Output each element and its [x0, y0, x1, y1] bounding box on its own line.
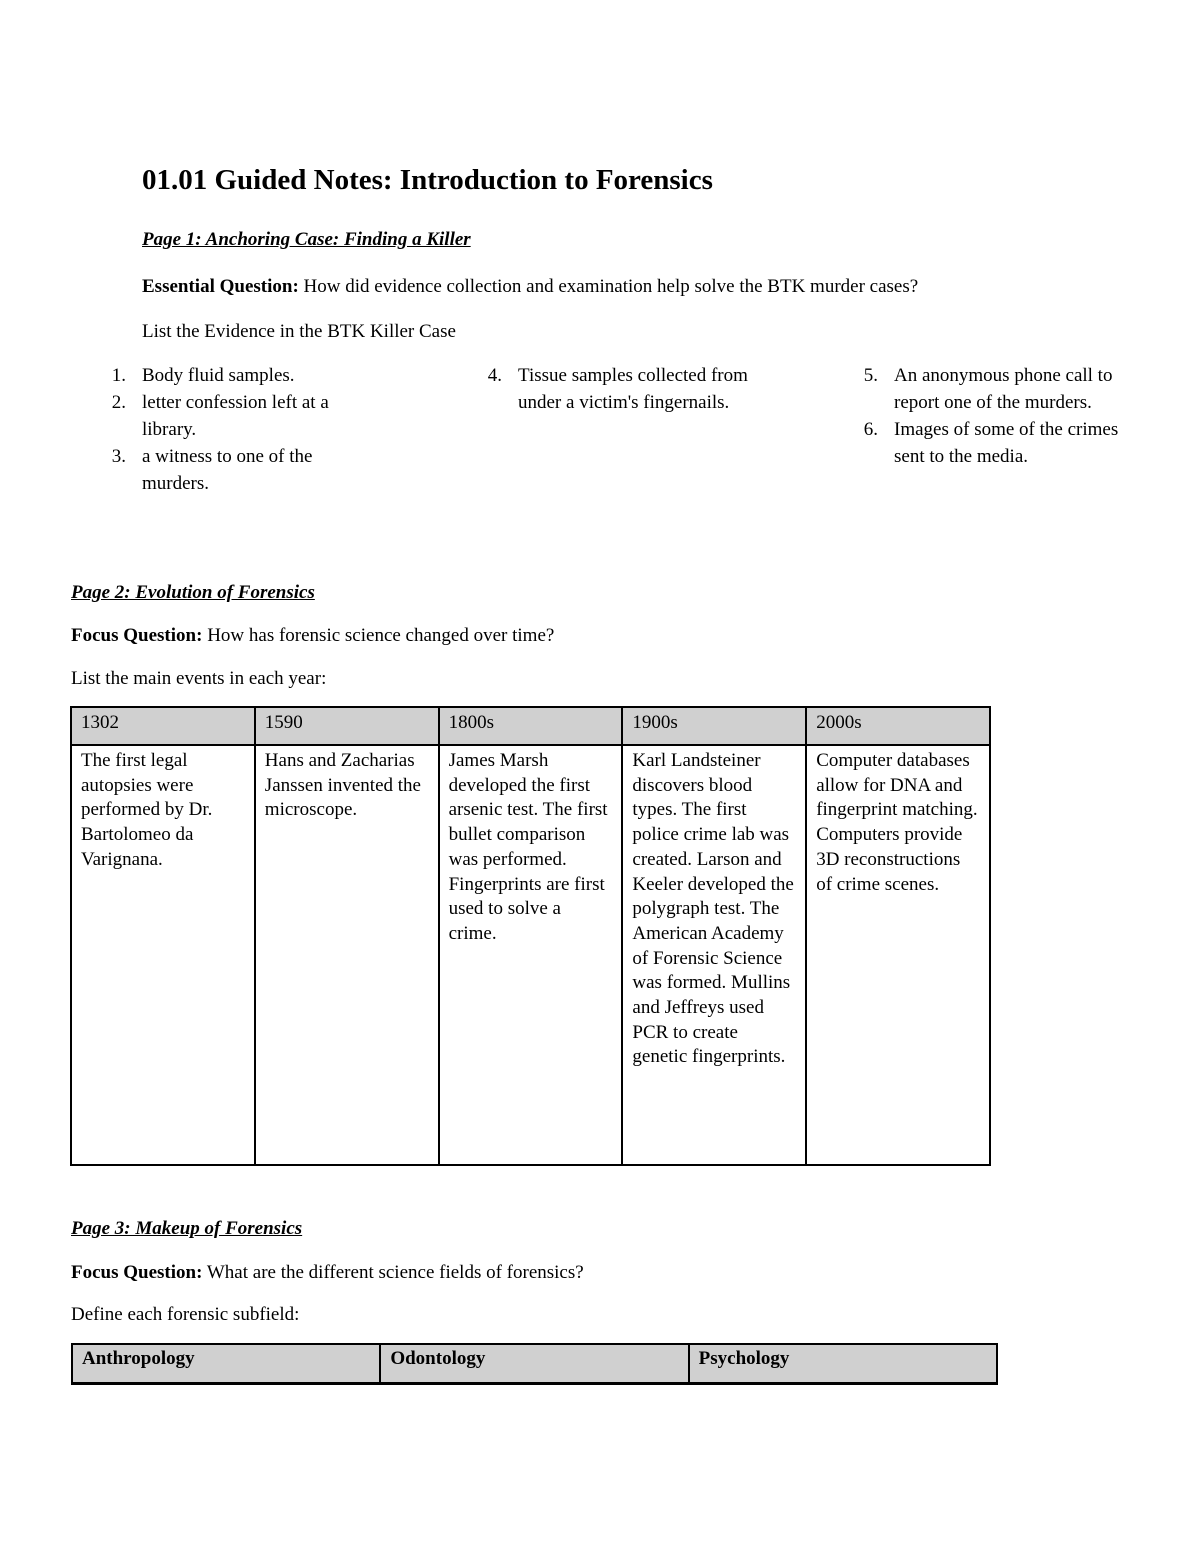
subfield-prompt: Define each forensic subfield: [71, 1304, 300, 1325]
timeline-header-cell: 1302 [71, 707, 255, 745]
timeline-event-cell: Computer databases allow for DNA and fingerprint matching. Computers provide 3D reconstructions of crime scenes. [806, 745, 990, 1165]
page1-heading: Page 1: Anchoring Case: Finding a Killer [142, 229, 471, 250]
subfield-table [71, 1343, 998, 1385]
document-title: 01.01 Guided Notes: Introduction to Forensics [142, 164, 713, 196]
subfield-header-row [72, 1344, 997, 1383]
table-row [71, 745, 990, 1165]
timeline-event-cell: James Marsh developed the first arsenic test. The first bullet comparison was performed. Fingerprints are first used to solve a crime. [439, 745, 623, 1165]
focus-question-evolution [71, 625, 554, 647]
timeline-header-cell: 1800s [439, 707, 623, 745]
timeline-prompt: List the main events in each year: [71, 668, 327, 689]
focus-question-text: What are the different science fields of forensics? [206, 1262, 584, 1283]
timeline-event-cell: Karl Landsteiner discovers blood types. The first police crime lab was created. Larson and Keeler developed the polygraph test. The American Academy of Forensic Science was formed. Mullins and Jeffreys used PCR to create genetic fingerprints. [622, 745, 806, 1165]
list-item [104, 443, 366, 497]
evidence-list-column-2 [480, 362, 748, 416]
timeline-event-cell: The first legal autopsies were performed by Dr. Bartolomeo da Varignana. [71, 745, 255, 1165]
timeline-header-row [71, 707, 990, 745]
timeline-table [70, 706, 991, 1166]
timeline-header-cell: 1590 [255, 707, 439, 745]
focus-question-label: Focus Question: [71, 1262, 203, 1283]
list-item-text: letter confession left at a library. [142, 392, 329, 440]
list-number: 2. [111, 392, 126, 413]
list-item-text: An anonymous phone call to report one of the murders. [894, 365, 1113, 413]
focus-question-text: How has forensic science changed over time? [207, 625, 555, 646]
evidence-list-column-1 [104, 362, 366, 497]
focus-question-makeup [71, 1262, 584, 1284]
list-item-text: Tissue samples collected from under a victim's fingernails. [518, 365, 748, 413]
list-item [104, 362, 366, 389]
evidence-prompt: List the Evidence in the BTK Killer Case [142, 321, 456, 342]
subfield-header-cell: Psychology [689, 1344, 997, 1383]
list-item [104, 389, 366, 443]
timeline-header-cell: 1900s [622, 707, 806, 745]
subfield-header-cell: Odontology [380, 1344, 688, 1383]
page3-heading: Page 3: Makeup of Forensics [71, 1218, 303, 1239]
essential-question [142, 276, 918, 298]
list-number: 4. [487, 365, 502, 386]
list-item-text: Images of some of the crimes sent to the media. [894, 419, 1119, 467]
list-number: 1. [111, 365, 126, 386]
essential-question-label: Essential Question: [142, 276, 299, 297]
list-item [856, 362, 1128, 416]
timeline-header-cell: 2000s [806, 707, 990, 745]
list-item [480, 362, 748, 416]
page2-heading: Page 2: Evolution of Forensics [71, 582, 315, 603]
list-item-text: Body fluid samples. [142, 365, 295, 386]
focus-question-label: Focus Question: [71, 625, 203, 646]
list-item [856, 416, 1128, 470]
evidence-list-column-3 [856, 362, 1128, 470]
list-number: 3. [111, 446, 126, 467]
list-item-text: a witness to one of the murders. [142, 446, 313, 494]
list-number: 5. [863, 365, 878, 386]
timeline-event-cell: Hans and Zacharias Janssen invented the microscope. [255, 745, 439, 1165]
subfield-header-cell: Anthropology [72, 1344, 380, 1383]
essential-question-text: How did evidence collection and examination help solve the BTK murder cases? [303, 276, 919, 297]
list-number: 6. [863, 419, 878, 440]
